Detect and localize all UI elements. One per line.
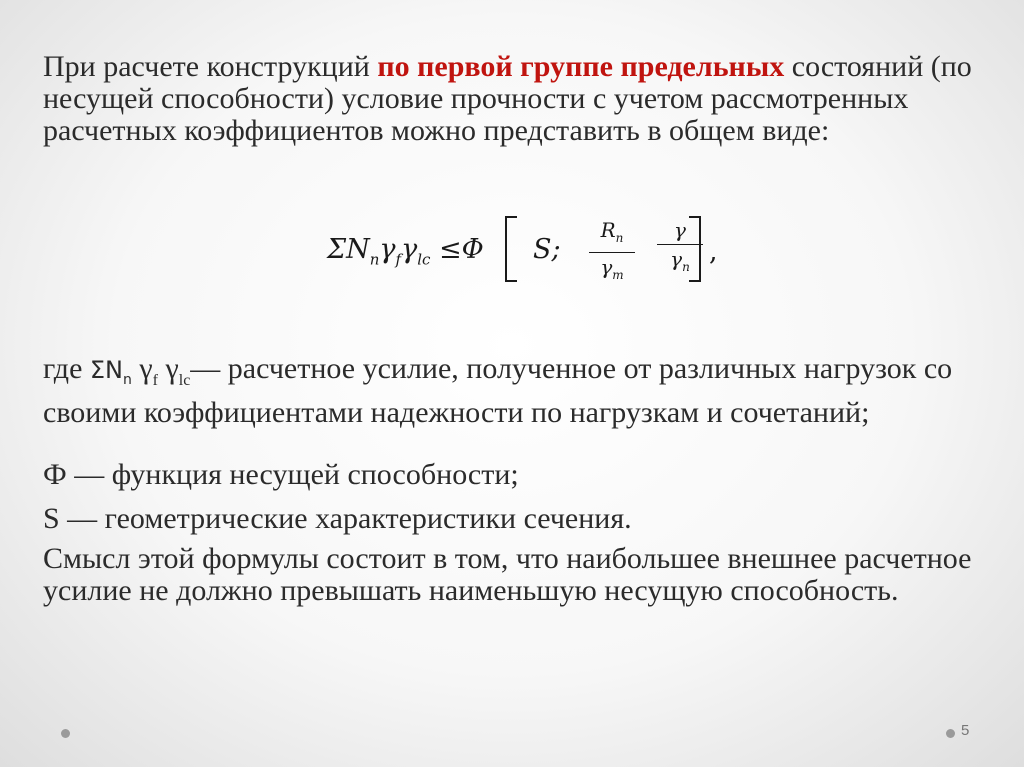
d1-sub-f: f [152,372,158,389]
frac1-numerator: R [600,218,616,242]
strength-formula [327,214,747,290]
formula-lhs [327,234,484,268]
page-number: 5 [961,722,970,739]
formula-sub-f: f [395,250,402,269]
frac1-denominator-sub: m [612,268,624,282]
d1-sum-n: ΣN [89,356,124,384]
d1-prefix: где [43,352,90,385]
frac1-numerator-sub: n [615,231,624,245]
intro-text-end: состояний (по несущей способности) условие прочности с учетом рассмотренных расчетных коэффициентов можно представить в общем виде: [43,50,972,147]
d1-sub-n: n [123,371,132,388]
frac2-denominator-sub: n [682,260,690,274]
formula-phi: Φ [461,234,484,265]
d1-gamma-f: γ [131,352,153,385]
d1-symbol [89,356,132,388]
formula-gamma-lc: γ [401,234,418,265]
intro-highlight: по первой группе предельных [377,50,785,83]
formula-s: S; [533,234,561,265]
frac2-numerator: γ [674,218,686,242]
formula-gamma-f: γ [379,234,396,265]
formula-fraction-r [589,216,635,289]
formula-sub-lc: lc [417,250,431,269]
formula-left-bracket [505,216,517,282]
formula-comma: , [709,236,718,267]
frac1-denominator: γ [600,255,613,279]
definition-sum-force [43,353,993,429]
d1-gamma-lc: γ [157,352,179,385]
nav-dot-right[interactable] [946,729,955,738]
formula-sub-n: n [369,250,380,269]
formula-sum-n: ΣN [327,234,370,265]
formula-relation: ≤ [439,234,462,265]
intro-text-start: При расчете конструкций [43,50,378,83]
formula-right-bracket [689,216,701,282]
definition-s: S — геометрические характеристики сечения. [43,502,632,535]
frac2-denominator: γ [670,247,683,271]
d1-text: — расчетное усилие, полученное от различных нагрузок со своими коэффициентами надежности по нагрузкам и сочетаний; [43,352,953,429]
intro-paragraph [43,51,993,147]
nav-dot-left[interactable] [61,729,70,738]
definition-phi: Ф — функция несущей способности; [43,458,519,491]
d1-sub-lc: lc [178,372,191,389]
formula-meaning: Смысл этой формулы состоит в том, что наибольшее внешнее расчетное усилие не должно превышать наименьшую несущую способность. [43,542,972,607]
